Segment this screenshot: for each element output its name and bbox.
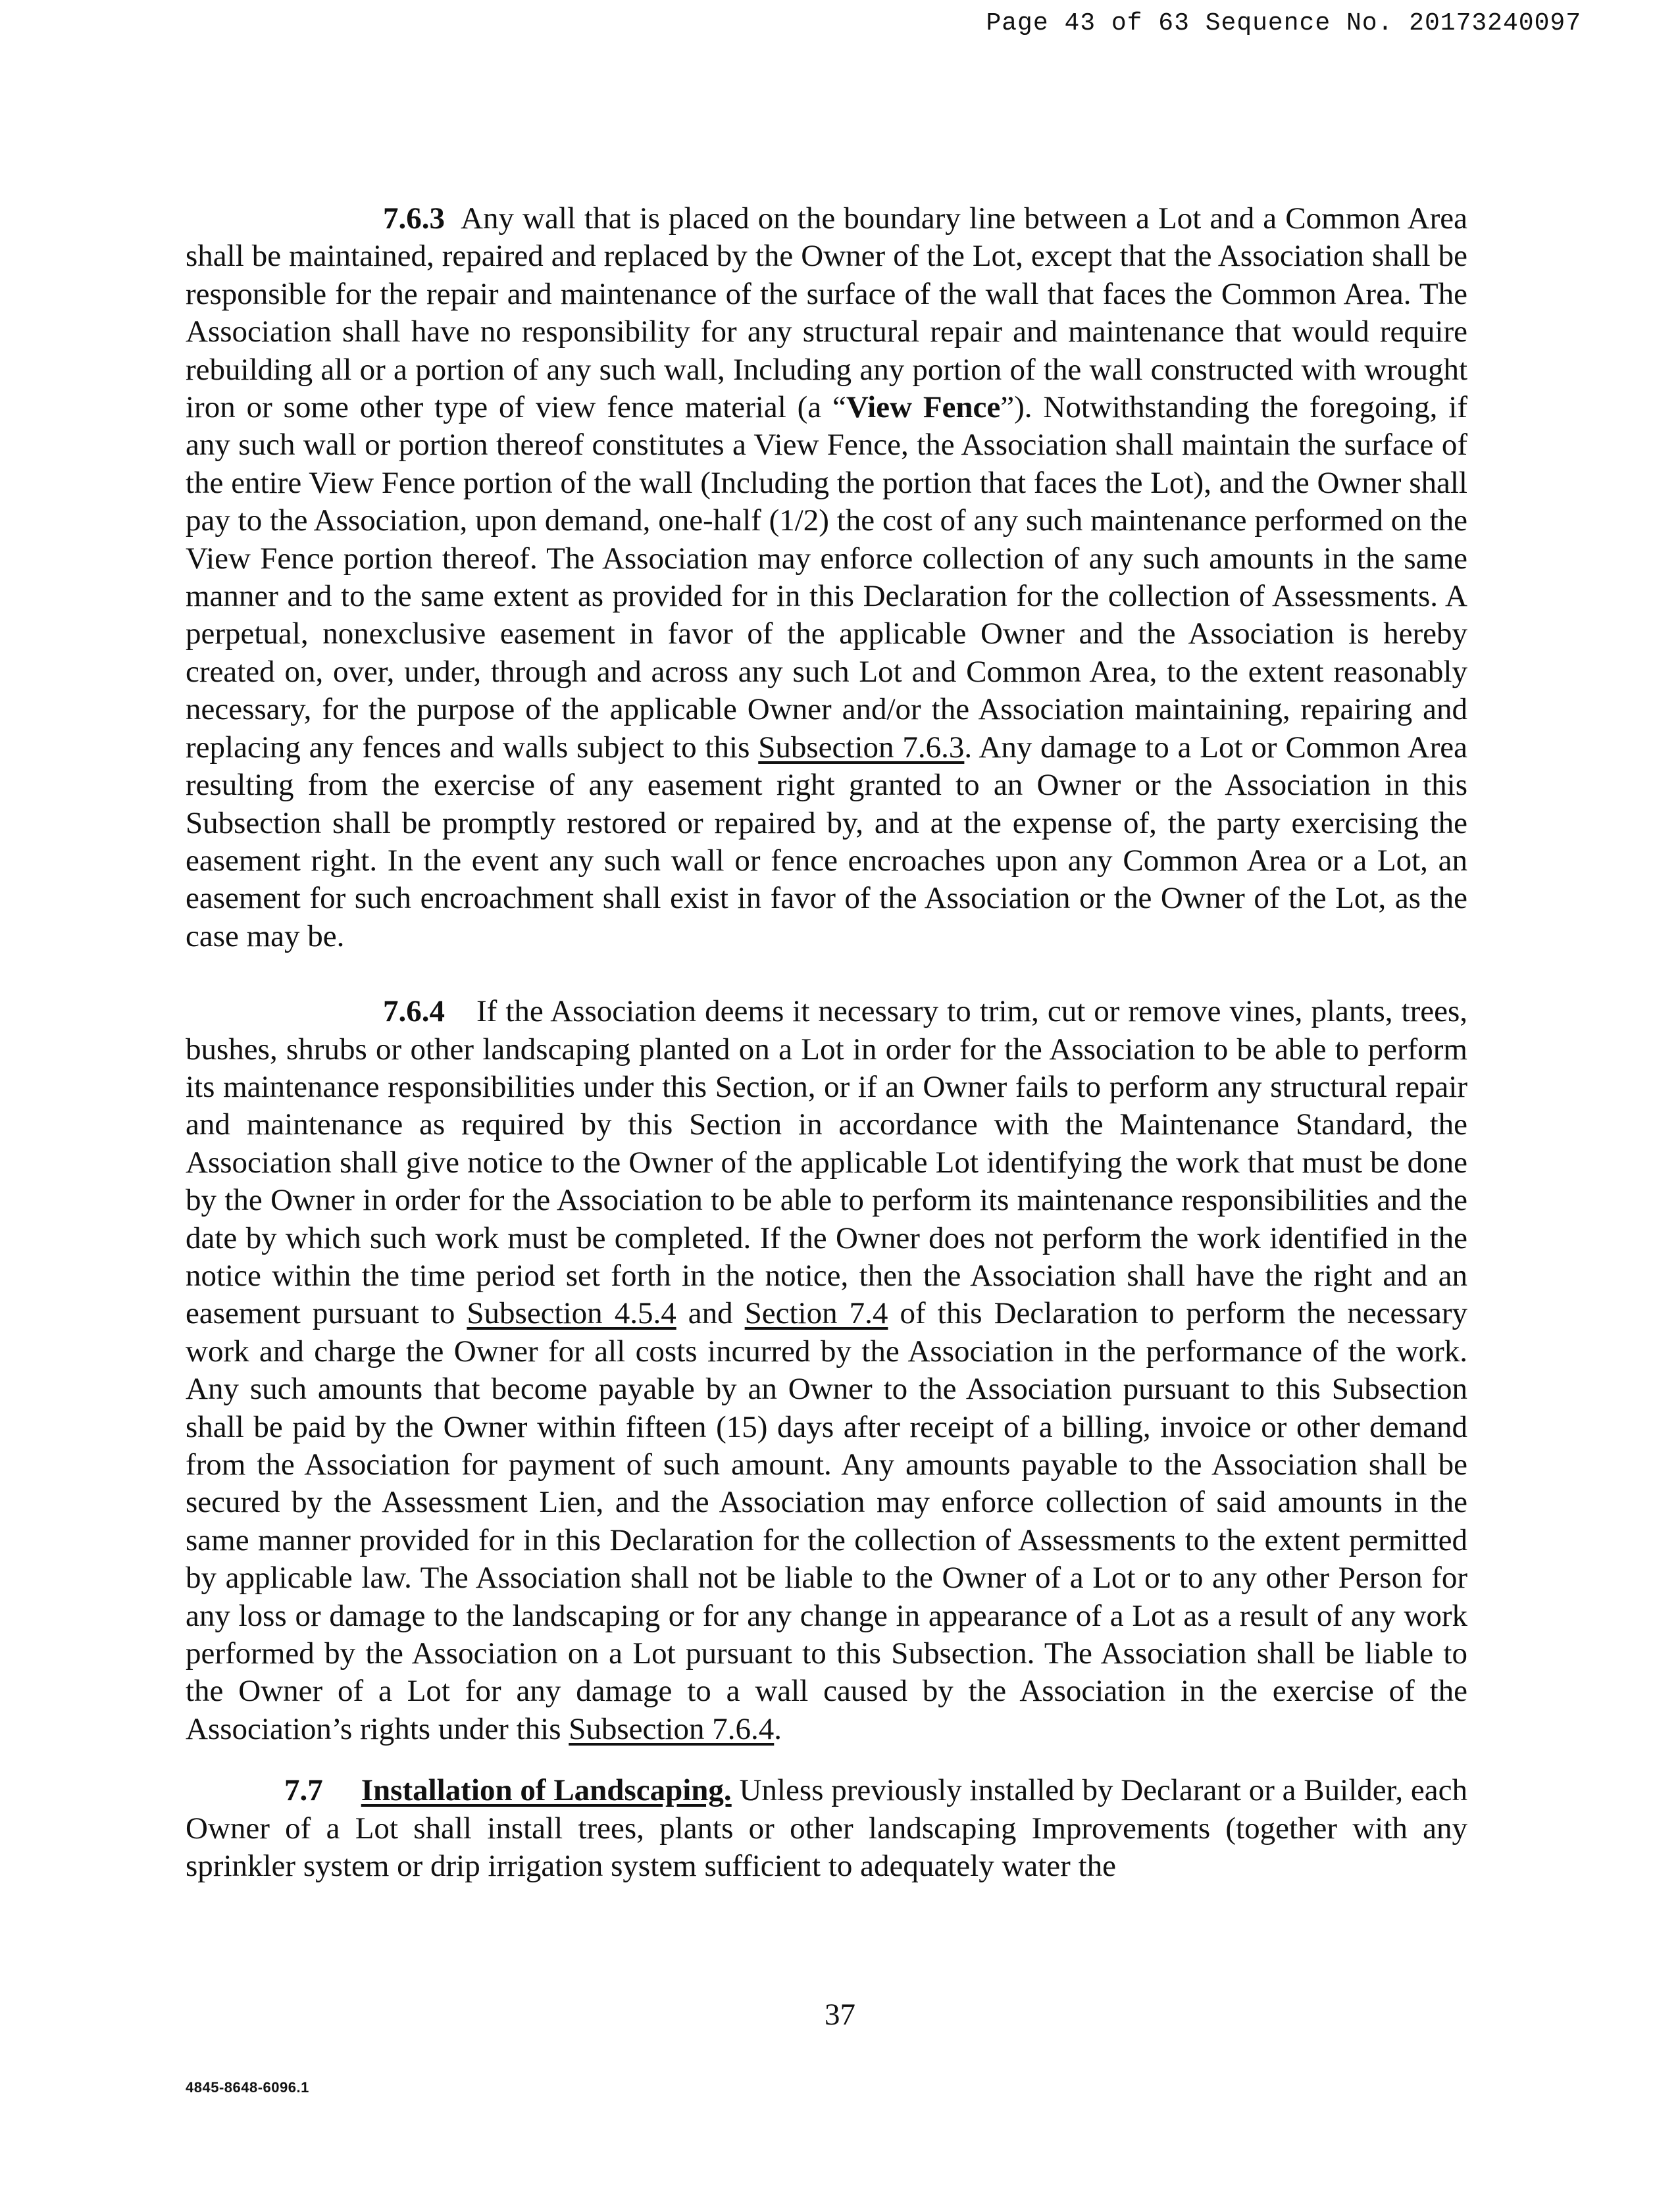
section-text: If the Association deems it necessary to trim, cut or remove vines, plants, trees, bushes, shrubs or other landscaping planted on a Lot in order for the Association to be able to perform its maintenance responsibilities under this Section, or if an Owner fails to perform any structural repair and maintenance as required by this Section in accordance with the Maintenance Standard, the Association shall give notice to the Owner of the applicable Lot identifying the work that must be done by the Owner in order for the Association to be able to perform its maintenance responsibilities and the date by which such work must be completed. If the Owner does not perform the work identified in the notice within the time period set forth in the notice, then the Association shall have the right and an easement pursuant to [186,994,1467,1331]
cross-reference-4-5-4: Subsection 4.5.4 [467,1296,676,1331]
section-7-6-3 [186,200,1467,955]
cross-reference-7-6-4: Subsection 7.6.4 [569,1711,775,1746]
page-sequence-header: Page 43 of 63 Sequence No. 20173240097 [986,9,1581,38]
document-body [186,200,1467,1885]
defined-term-view-fence: View Fence [846,390,1001,425]
section-number: 7.7 [284,1773,323,1808]
section-number: 7.6.3 [383,201,445,236]
document-id: 4845-8648-6096.1 [186,2079,309,2096]
section-7-6-4 [186,993,1467,1748]
section-heading: Installation of Landscaping. [361,1773,732,1808]
section-text: of this Declaration to perform the necessary work and charge the Owner for all costs incurred by the Association in the performance of the work. Any such amounts that become payable by an Owner to the Association pursuant to this Subsection shall be paid by the Owner within fifteen (15) days after receipt of a billing, invoice or other demand from the Association for payment of such amount. Any amounts payable to the Association shall be secured by the Assessment Lien, and the Association may enforce collection of said amounts in the same manner provided for in this Declaration for the collection of Assessments to the extent permitted by applicable law. The Association shall not be liable to the Owner of a Lot or to any other Person for any loss or damage to the landscaping or for any change in appearance of a Lot as a result of any work performed by the Association on a Lot pursuant to this Subsection. The Association shall be liable to the Owner of a Lot for any damage to a wall caused by the Association in the exercise of the Association’s rights under this [186,1296,1467,1746]
page-number: 37 [825,1998,855,2032]
section-text: . [774,1711,782,1746]
cross-reference-7-4: Section 7.4 [744,1296,888,1331]
section-text: Any wall that is placed on the boundary line between a Lot and a Common Area shall be maintained, repaired and replaced by the Owner of the Lot, except that the Association shall be responsible for the repair and maintenance of the surface of the wall that faces the Common Area. The Association shall have no responsibility for any structural repair and maintenance that would require rebuilding all or a portion of any such wall, Including any portion of the wall constructed with wrought iron or some other type of view fence material (a “ [186,201,1467,425]
section-7-7 [186,1772,1467,1885]
section-number: 7.6.4 [383,994,445,1029]
section-text: ”). Notwithstanding the foregoing, if any such wall or portion thereof constitutes a View Fence, the Association shall maintain the surface of the entire View Fence portion of the wall (Including the portion that faces the Lot), and the Owner shall pay to the Association, upon demand, one-half (1/2) the cost of any such maintenance performed on the View Fence portion thereof. The Association may enforce collection of any such amounts in the same manner and to the same extent as provided for in this Declaration for the collection of Assessments. A perpetual, nonexclusive easement in favor of the applicable Owner and the Association is hereby created on, over, under, through and across any such Lot and Common Area, to the extent reasonably necessary, for the purpose of the applicable Owner and/or the Association maintaining, repairing and replacing any fences and walls subject to this [186,390,1467,765]
section-text: and [676,1296,745,1331]
cross-reference-7-6-3: Subsection 7.6.3 [758,730,965,765]
section-text: Unless previously installed by Declarant or a Builder, each Owner of a Lot shall install trees, plants or other landscaping Improvements (together with any sprinkler system or drip irrigation system sufficient to adequately water the [186,1773,1468,1884]
section-text: . Any damage to a Lot or Common Area resulting from the exercise of any easement right granted to an Owner or the Association in this Subsection shall be promptly restored or repaired by, and at the expense of, the party exercising the easement right. In the event any such wall or fence encroaches upon any Common Area or a Lot, an easement for such encroachment shall exist in favor of the Association or the Owner of the Lot, as the case may be. [186,730,1467,953]
